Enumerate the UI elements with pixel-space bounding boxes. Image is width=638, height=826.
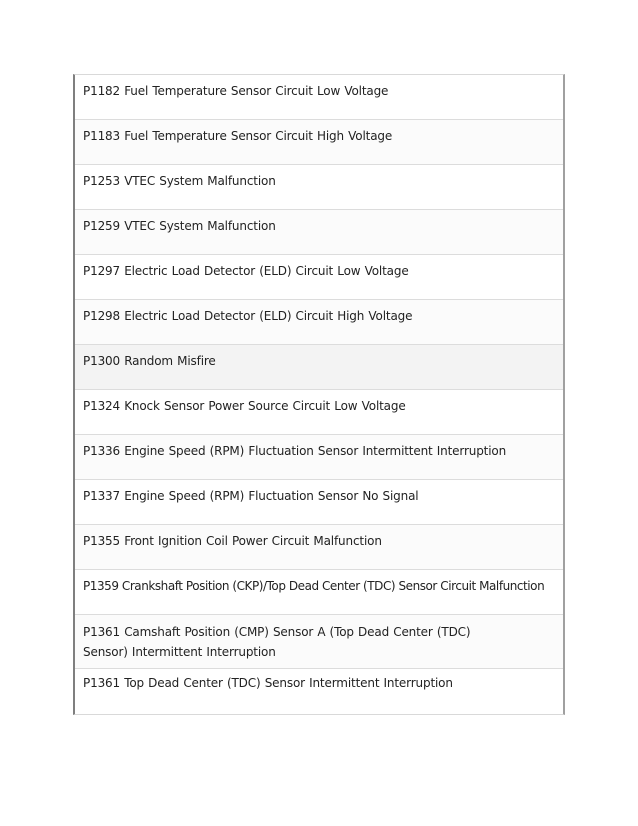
table-row [75,345,563,390]
table-row [75,255,563,300]
table-row [75,435,563,480]
trouble-code-text: P1336 Engine Speed (RPM) Fluctuation Sensor Intermittent Interruption [83,444,507,458]
trouble-code-text: P1361 Top Dead Center (TDC) Sensor Intermittent Interruption [83,676,453,690]
table-row [75,570,563,615]
table-row [75,480,563,525]
trouble-code-text: P1183 Fuel Temperature Sensor Circuit High Voltage [83,129,393,143]
table-row [75,120,563,165]
trouble-code-text: P1253 VTEC System Malfunction [83,174,276,188]
table-row [75,669,563,714]
trouble-code-table [73,74,565,715]
trouble-code-text: P1355 Front Ignition Coil Power Circuit Malfunction [83,534,382,548]
table-row [75,75,563,120]
trouble-code-text: P1182 Fuel Temperature Sensor Circuit Low Voltage [83,84,389,98]
trouble-code-text: P1297 Electric Load Detector (ELD) Circuit Low Voltage [83,264,409,278]
table-row [75,615,563,669]
table-row [75,165,563,210]
trouble-code-text: P1361 Camshaft Position (CMP) Sensor A (Top Dead Center (TDC) Sensor) Intermittent Interruption [83,625,475,659]
trouble-code-text: P1300 Random Misfire [83,354,216,368]
table-row [75,300,563,345]
table-row [75,390,563,435]
trouble-code-text: P1359 Crankshaft Position (CKP)/Top Dead Center (TDC) Sensor Circuit Malfunction [83,579,545,593]
table-row [75,525,563,570]
trouble-code-text: P1298 Electric Load Detector (ELD) Circuit High Voltage [83,309,413,323]
trouble-code-text: P1337 Engine Speed (RPM) Fluctuation Sensor No Signal [83,489,419,503]
trouble-code-text: P1259 VTEC System Malfunction [83,219,276,233]
table-row [75,210,563,255]
trouble-code-text: P1324 Knock Sensor Power Source Circuit Low Voltage [83,399,406,413]
